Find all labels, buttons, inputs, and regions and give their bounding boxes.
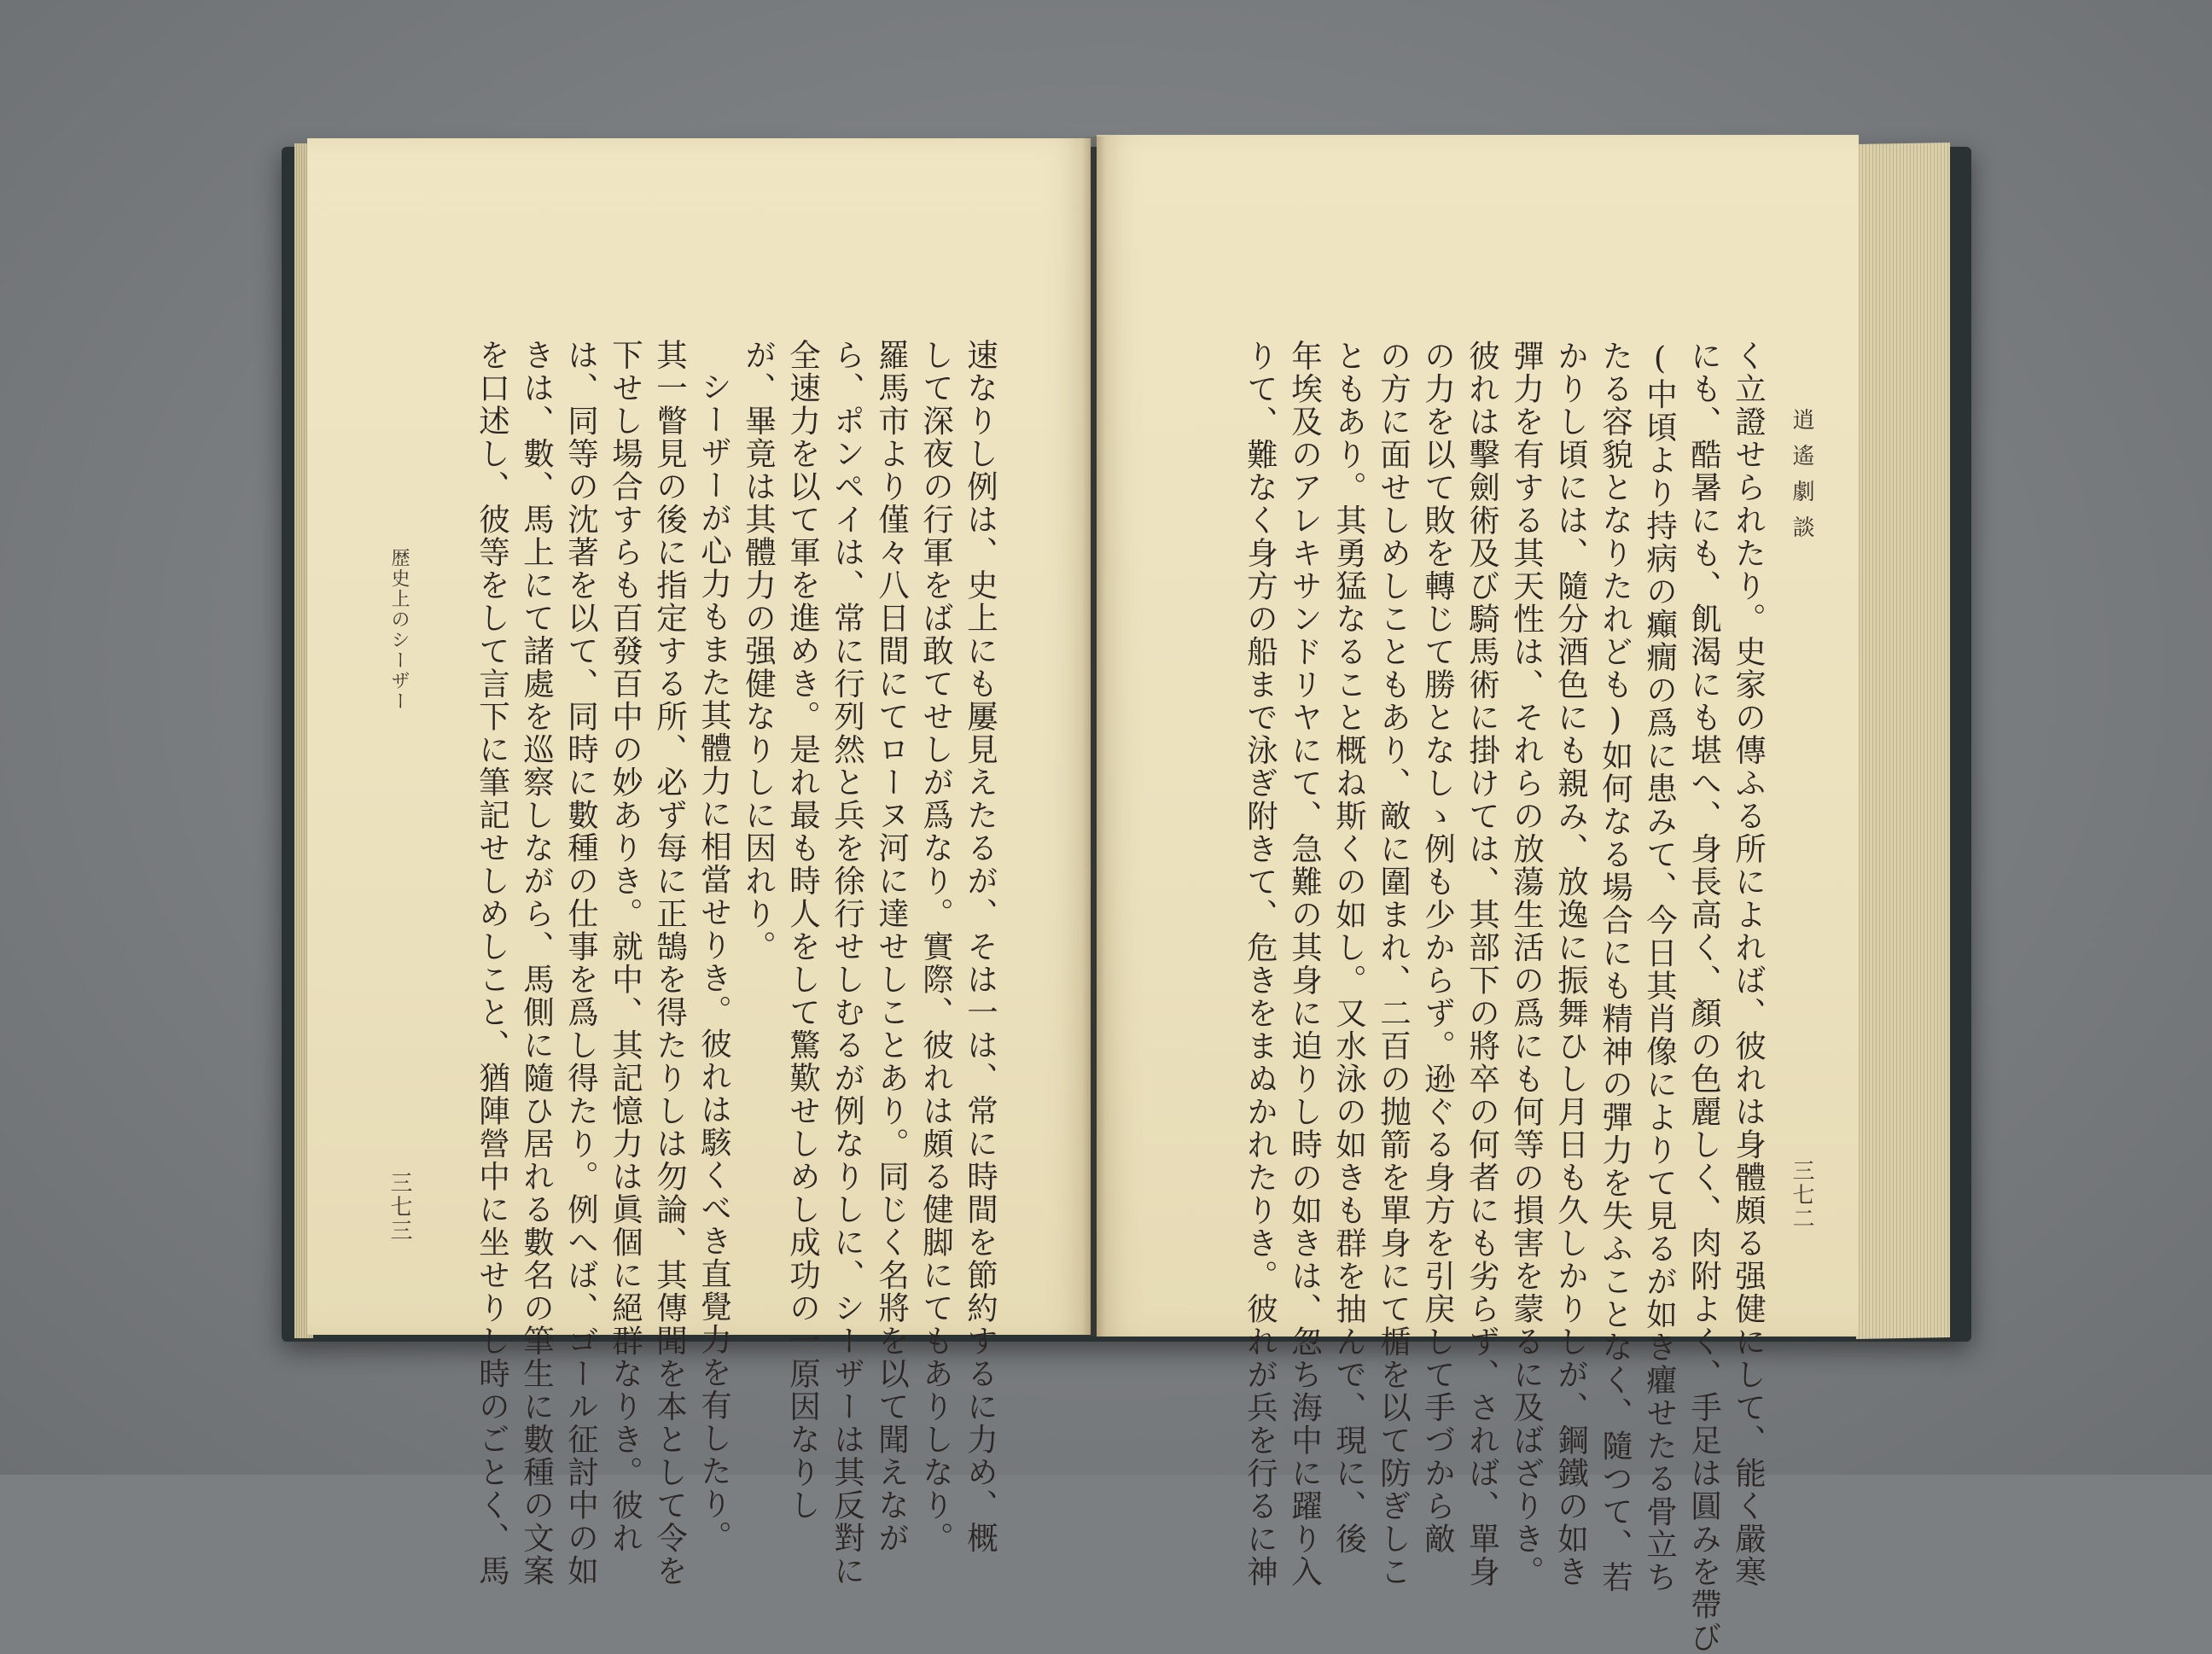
left-text-line: 速なりし例は、史上にも屢見えたるが、そは一は、常に時間を節約するに力め、概 bbox=[962, 339, 999, 1555]
right-text-line: の力を以て敗を轉じて勝となしゝ例も少からず。逊ぐる身方を引戻して手づから敵 bbox=[1419, 340, 1457, 1556]
left-text-line: して深夜の行軍をば敢てせしが爲なり。實際、彼れは頗る健脚にてもありしなり。 bbox=[917, 339, 955, 1555]
left-text-line: シーザーが心力もまた其體力に相當せりき。彼れは駭くべき直覺力を有したり。 bbox=[696, 370, 733, 1553]
right-text-line: 彈力を有する其天性は、それらの放蕩生活の爲にも何等の損害を蒙るに及ばざりき。 bbox=[1508, 340, 1545, 1588]
right-text-line: (中頃より持病の癲癇の爲に患みて、今日其肖像によりて見るが如き癯せたる骨立ち bbox=[1641, 340, 1679, 1594]
left-running-head: 歴史上のシーザー bbox=[388, 548, 410, 712]
left-page bbox=[307, 138, 1091, 1587]
left-text-line: は、同等の沈著を以て、同時に數種の仕事を爲し得たり。例へば、ゴール征討中の如 bbox=[562, 339, 600, 1587]
left-text-line: 下せし場合すらも百發百中の妙ありき。就中、其記憶力は眞個に絕群なりき。彼れ bbox=[607, 339, 644, 1555]
right-text-line: 年埃及のアレキサンドリヤにて、急難の其身に迫りし時の如きは、忽ち海中に躍り入 bbox=[1286, 340, 1324, 1588]
right-text-line: 彼れは擊劍術及び騎馬術に掛けては、其部下の將卒の何者にも劣らず、されば、單身 bbox=[1464, 340, 1501, 1588]
left-text-line: 其一瞥見の後に指定する所、必ず每に正鵠を得たりしは勿論、其傳聞を本として令を bbox=[651, 339, 689, 1587]
right-text-line: く立證せられたり。史家の傳ふる所によれば、彼れは身體頗る强健にして、能く嚴寒 bbox=[1730, 340, 1767, 1588]
right-page-number: 三七二 bbox=[1789, 1159, 1814, 1231]
right-text-line: かりし頃には、隨分酒色にも親み、放逸に振舞ひし月日も久しかりしが、鋼鐵の如き bbox=[1552, 340, 1590, 1588]
book-gutter bbox=[1082, 137, 1106, 1337]
right-text-line: たる容貌となりたれども)如何なる場合にも精神の彈力を失ふことなく、隨つて、若 bbox=[1597, 340, 1634, 1594]
right-running-head: 逍遙劇談 bbox=[1789, 408, 1814, 551]
right-page bbox=[1097, 135, 1859, 1654]
right-text-line: りて、難なく身方の船まで泳ぎ附きて、危きをまぬかれたりき。彼れが兵を行るに神 bbox=[1242, 340, 1279, 1588]
page-edges-right bbox=[1856, 143, 1950, 1339]
left-text-line: きは、數、馬上にて諸處を巡察しながら、馬側に隨ひ居れる數名の筆生に數種の文案 bbox=[518, 339, 556, 1587]
left-text-line: を口述し、彼等をして言下に筆記せしめしこと、猶陣營中に坐せりし時のごとく、馬 bbox=[474, 339, 511, 1587]
left-text-line: が、畢竟は其體力の强健なりしに因れり。 bbox=[740, 339, 777, 964]
left-text-line: ら、ポンペイは、常に行列然と兵を徐行せしむるが例なりしに、シーザーは其反對に bbox=[829, 339, 866, 1587]
right-text-line: ともあり。其勇猛なること概ね斯くの如し。又水泳の如きも群を抽んで、現に、後 bbox=[1330, 340, 1368, 1556]
right-text-line: の方に面せしめしこともあり、敵に圍まれ、二百の抛箭を單身にて楯を以て防ぎしこ bbox=[1375, 340, 1412, 1588]
right-text-line: にも、酷暑にも、飢渴にも堪へ、身長高く、顏の色麗しく、肉附よく、手足は圓みを帶び bbox=[1685, 340, 1723, 1654]
left-page-number: 三七三 bbox=[387, 1171, 412, 1243]
left-text-line: 全速力を以て軍を進めき。是れ最も時人をして驚歎せしめし成功の一原因なりし bbox=[784, 339, 822, 1522]
left-text-line: 羅馬市より僅々八日間にてローヌ河に達せしことあり。同じく名將を以て聞えなが bbox=[873, 339, 911, 1555]
